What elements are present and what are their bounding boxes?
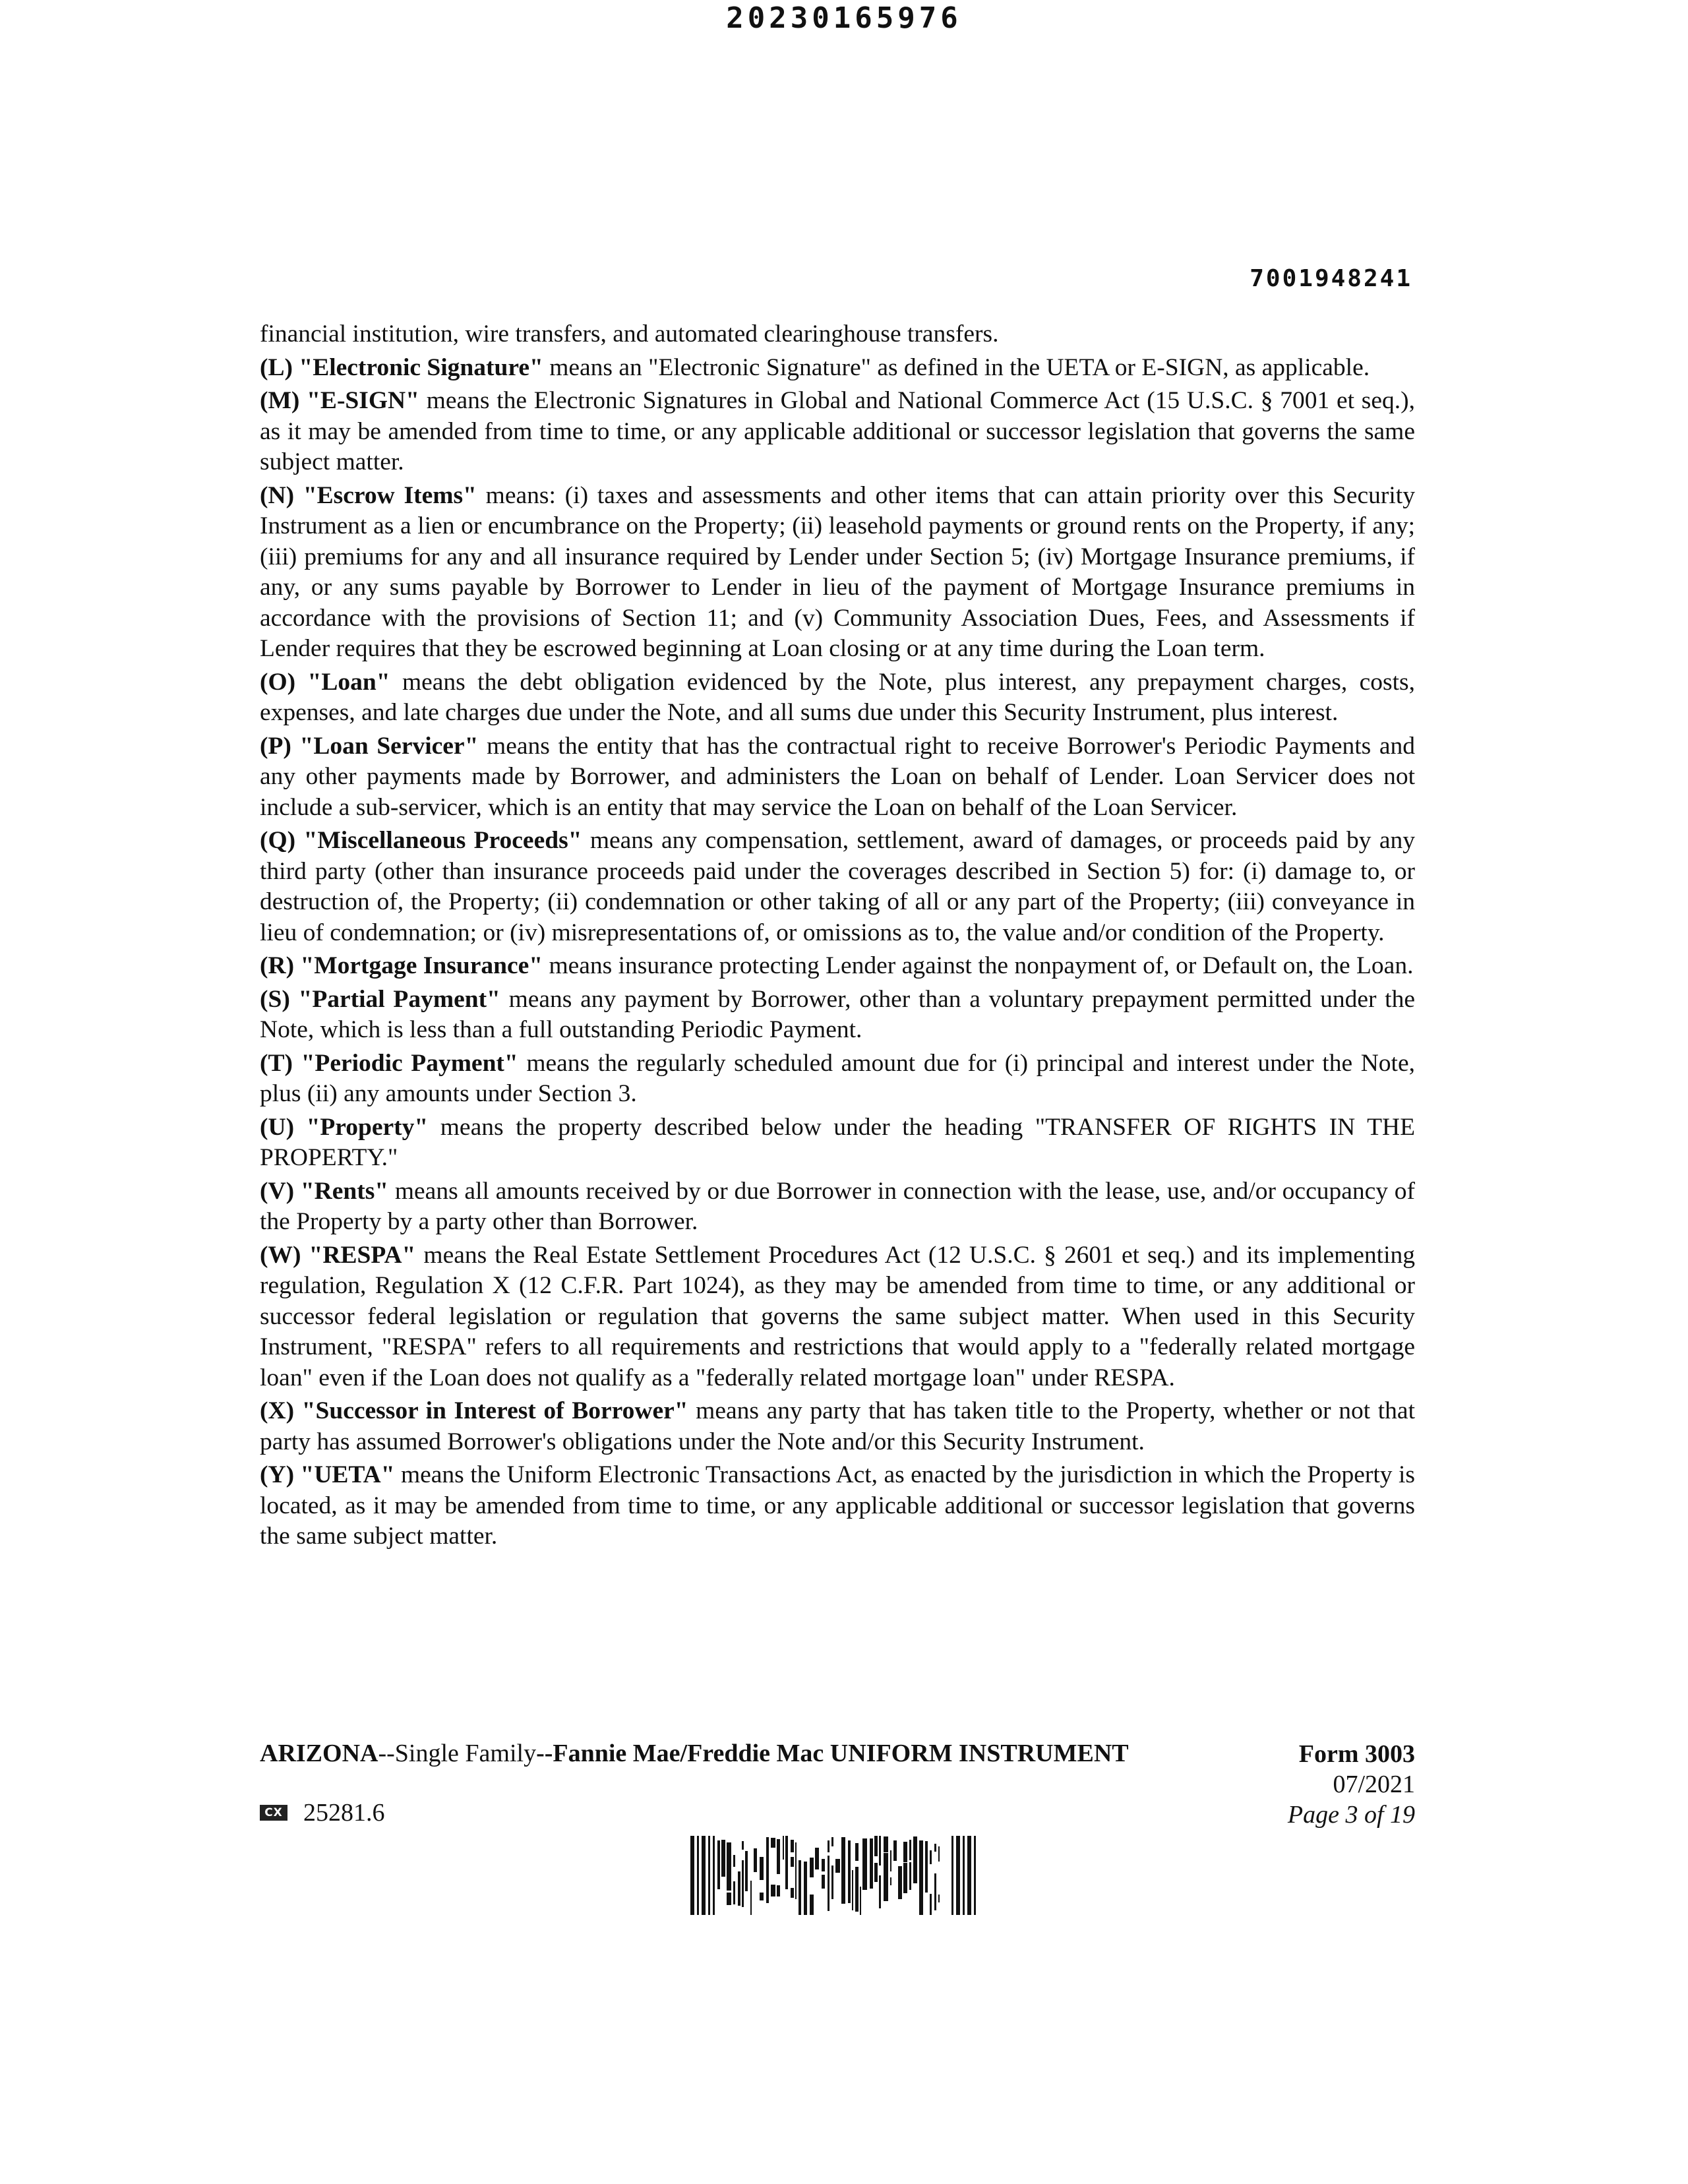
definition-letter: (Q) (260, 827, 304, 854)
form-date: 07/2021 (1333, 1771, 1415, 1798)
definition-letter: (P) (260, 732, 300, 760)
definition-text: means the Electronic Signatures in Global and National Commerce Act (15 U.S.C. § 7001 et seq.), as it may be amended from time to time, or any applicable additional or successor legislation that governs the same subject matter. (260, 387, 1415, 475)
definition-item (260, 1112, 1415, 1174)
definition-item (260, 985, 1415, 1046)
definition-letter: (X) (260, 1397, 302, 1424)
definition-text: means any payment by Borrower, other than a voluntary prepayment permitted under the Note, which is less than a full outstanding Periodic Payment. (260, 985, 1415, 1043)
definition-item (260, 1460, 1415, 1552)
definition-term: "Rents" (300, 1177, 389, 1205)
definition-letter: (N) (260, 481, 303, 509)
definition-item (260, 481, 1415, 665)
definition-text: means the entity that has the contractual right to receive Borrower's Periodic Payments and any other payments made by Borrower, and administers the Loan on behalf of Lender. Loan Servicer does not include a sub-servicer, which is an entity that may service the Loan on behalf of the Loan Servicer. (260, 732, 1415, 821)
form-code: 25281.6 (303, 1799, 385, 1827)
definition-letter: (W) (260, 1241, 309, 1269)
form-info (1288, 1739, 1415, 1830)
definition-letter: (Y) (260, 1461, 301, 1488)
definition-term: "Periodic Payment" (301, 1049, 518, 1077)
definition-item (260, 386, 1415, 478)
definition-term: "UETA" (300, 1461, 395, 1488)
definition-item (260, 951, 1415, 982)
form-code-row (260, 1798, 385, 1827)
definition-letter: (R) (260, 952, 301, 979)
footer-instrument: Fannie Mae/Freddie Mac UNIFORM INSTRUMENT (553, 1740, 1129, 1767)
footer-separator: -- (378, 1740, 395, 1767)
definition-text: means the Real Estate Settlement Procedures Act (12 U.S.C. § 2601 et seq.) and its implementing regulation, Regulation X (12 C.F.R. Part 1024), as they may be amended from time to time, or any additional or successor federal legislation or regulation that governs the same subject matter. When used in this Security Instrument, "RESPA" refers to all requirements and restrictions that would apply to a "federally related mortgage loan" even if the Loan does not qualify as a "federally related mortgage loan" under RESPA. (260, 1241, 1415, 1391)
definition-letter: (S) (260, 985, 299, 1013)
document-number: 20230165976 (726, 1, 962, 35)
definition-text: means: (i) taxes and assessments and other items that can attain priority over this Security Instrument as a lien or encumbrance on the Property; (ii) leasehold payments or ground rents on the Property, if any; (iii) premiums for any and all insurance required by Lender under Section 5; (iv) Mortgage Insurance premiums, if any, or any sums payable by Borrower to Lender in lieu of the payment of Mortgage Insurance premiums in accordance with the provisions of Section 11; and (v) Community Association Dues, Fees, and Assessments if Lender requires that they be escrowed beginning at Loan closing or at any time during the Loan term. (260, 481, 1415, 662)
definition-item (260, 731, 1415, 824)
definition-term: "Electronic Signature" (299, 353, 543, 381)
definition-letter: (U) (260, 1113, 307, 1141)
form-name: Form 3003 (1298, 1740, 1415, 1768)
definition-text: means the Uniform Electronic Transactions Act, as enacted by the jurisdiction in which the Property is located, as it may be amended from time to time, or any applicable additional or successor legislation that governs the same subject matter. (260, 1461, 1416, 1550)
footer-separator-2: -- (536, 1740, 553, 1767)
cx-logo-icon: CX (260, 1805, 287, 1821)
definition-text: means the property described below under the heading "TRANSFER OF RIGHTS IN THE PROPERTY." (260, 1113, 1415, 1171)
definition-text: means an "Electronic Signature" as defined in the UETA or E-SIGN, as applicable. (543, 353, 1370, 381)
definition-text: means any party that has taken title to the Property, whether or not that party has assumed Borrower's obligations under the Note and/or this Security Instrument. (260, 1397, 1415, 1455)
definition-item (260, 1048, 1415, 1110)
page-number: Page 3 of 19 (1287, 1801, 1415, 1829)
definition-term: "Loan" (307, 668, 390, 696)
definition-item (260, 353, 1415, 384)
definition-text: means insurance protecting Lender against the nonpayment of, or Default on, the Loan. (543, 952, 1414, 979)
definition-term: "Miscellaneous Proceeds" (303, 827, 582, 854)
definition-term: "Escrow Items" (303, 481, 477, 509)
definition-letter: (M) (260, 387, 307, 414)
definition-term: "Successor in Interest of Borrower" (301, 1397, 688, 1424)
definition-letter: (O) (260, 668, 308, 696)
loan-number: 7001948241 (1250, 265, 1412, 292)
definition-list (260, 353, 1415, 1552)
definition-item (260, 826, 1415, 948)
definition-letter: (L) (260, 353, 299, 381)
definition-item (260, 1176, 1415, 1238)
definition-text: means the debt obligation evidenced by the Note, plus interest, any prepayment charges, costs, expenses, and late charges due under the Note, and all sums due under this Security Instrument, plus interest. (260, 668, 1415, 726)
definition-item (260, 1396, 1415, 1457)
definition-term: "Mortgage Insurance" (300, 952, 543, 979)
definition-text: means all amounts received by or due Borrower in connection with the lease, use, and/or occupancy of the Property by a party other than Borrower. (260, 1177, 1415, 1235)
definition-item (260, 667, 1415, 729)
definitions-body (260, 319, 1415, 1555)
definition-letter: (V) (260, 1177, 301, 1205)
barcode-icon (690, 1836, 980, 1915)
definition-term: "E-SIGN" (307, 387, 419, 414)
intro-line: financial institution, wire transfers, and automated clearinghouse transfers. (260, 320, 999, 348)
definition-term: "Partial Payment" (298, 985, 500, 1013)
definition-term: "Property" (306, 1113, 429, 1141)
definition-letter: (T) (260, 1049, 301, 1077)
definition-term: "Loan Servicer" (299, 732, 479, 760)
definition-text: means the regularly scheduled amount due for (i) principal and interest under the Note, plus (ii) any amounts under Section 3. (260, 1049, 1415, 1107)
footer-family: Single Family (394, 1740, 537, 1767)
definition-term: "RESPA" (309, 1241, 416, 1269)
footer-title (260, 1739, 1129, 1768)
footer-state: ARIZONA (260, 1740, 378, 1767)
definition-item (260, 1240, 1415, 1394)
definition-text: means any compensation, settlement, award of damages, or proceeds paid by any third party (other than insurance proceeds paid under the coverages described in Section 5) for: (i) damage to, or destruction of, the Property; (ii) condemnation or other taking of all or any part of the Property; (iii) conveyance in lieu of condemnation; or (iv) misrepresentations of, or omissions as to, the value and/or condition of the Property. (260, 827, 1415, 946)
